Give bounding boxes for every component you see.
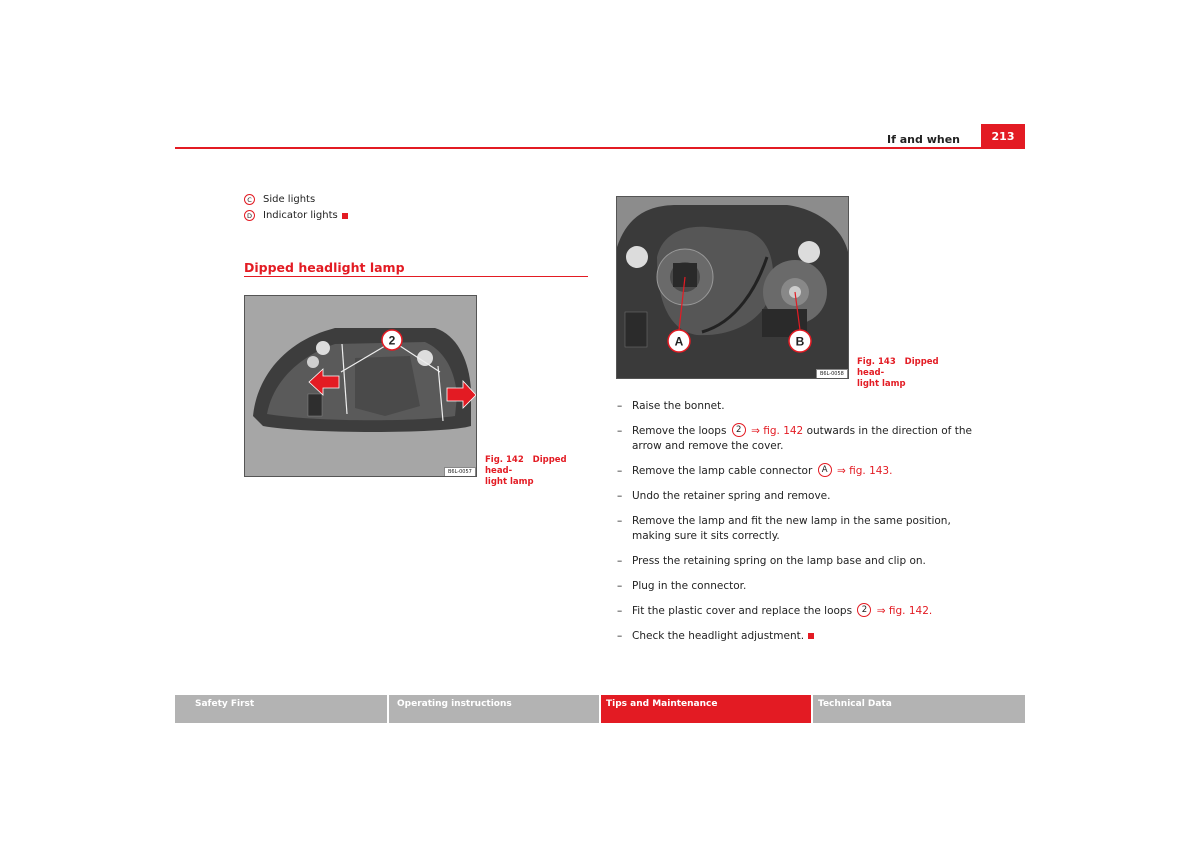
fig143-callout-a: A	[674, 334, 684, 349]
step-text-post: .	[928, 605, 933, 617]
fig143-callout-b: B	[795, 334, 805, 349]
step-text-pre: Remove the loops	[632, 425, 727, 437]
footer-tab-tips-and-maintenance[interactable]: Tips and Maintenance	[601, 695, 811, 723]
step-text: Raise the bonnet.	[632, 400, 725, 412]
callout-badge-2: 2	[732, 423, 746, 437]
step-text-post: .	[889, 465, 893, 477]
legend-item-side-lights	[244, 194, 315, 205]
step-dash: –	[617, 400, 623, 412]
legend-badge-d: D	[244, 210, 255, 221]
step-text: Press the retaining spring on the lamp base and clip on.	[632, 555, 926, 567]
step-text: Remove the lamp and fit the new lamp in the same position, making sure it sits correctly.	[632, 515, 951, 542]
legend-item-indicator-lights	[244, 210, 348, 221]
step-text: Plug in the connector.	[632, 580, 747, 592]
figure-reference-link[interactable]: ⇒ fig. 143	[836, 465, 890, 477]
figure-code: B6L-0057	[444, 467, 476, 477]
legend-badge-c: C	[244, 194, 255, 205]
step-dash: –	[617, 555, 623, 567]
caption-text-1: Dipped head-	[485, 455, 567, 476]
footer-tab-technical-data[interactable]: Technical Data	[813, 695, 1025, 723]
caption-text-1: Dipped head-	[857, 357, 939, 378]
figure-code: B6L-0058	[816, 369, 848, 379]
step-text-pre: Fit the plastic cover and replace the loops	[632, 605, 853, 617]
step-text	[632, 424, 977, 454]
footer-tab-operating-instructions[interactable]: Operating instructions	[389, 695, 599, 723]
step-text	[632, 629, 977, 644]
legend-label: Indicator lights	[263, 210, 338, 221]
step-dash: –	[617, 425, 623, 437]
figure-reference-link[interactable]: ⇒ fig. 142	[876, 605, 929, 617]
section-end-mark	[342, 213, 348, 219]
figure-143-caption	[857, 357, 957, 390]
step-text	[632, 464, 977, 479]
header-rule	[175, 147, 1025, 149]
callout-badge-a: A	[818, 463, 832, 477]
callout-badge-2: 2	[857, 603, 871, 617]
heading-rule	[244, 276, 588, 277]
caption-text-2: light lamp	[857, 379, 906, 389]
step-dash: –	[617, 605, 623, 617]
step-text: Undo the retainer spring and remove.	[632, 490, 831, 502]
step-dash: –	[617, 465, 623, 477]
fig142-callout-2: 2	[388, 333, 396, 348]
step-dash: –	[617, 515, 623, 527]
figure-142-illustration	[244, 295, 477, 477]
step-dash: –	[617, 580, 623, 592]
section-heading: Dipped headlight lamp	[244, 260, 405, 275]
caption-number: Fig. 143	[857, 357, 896, 367]
running-header-section: If and when	[887, 133, 960, 146]
figure-142-caption	[485, 455, 585, 488]
legend-label: Side lights	[263, 194, 316, 205]
step-text-main: Check the headlight adjustment.	[632, 630, 805, 642]
figure-reference-link[interactable]: ⇒ fig. 142	[751, 425, 804, 437]
step-dash: –	[617, 490, 623, 502]
section-end-mark	[808, 633, 814, 639]
step-text-post: outwards in the direction of the arrow and remove the cover.	[632, 425, 972, 452]
footer-tab-safety-first[interactable]: Safety First	[175, 695, 387, 723]
caption-text-2: light lamp	[485, 477, 534, 487]
step-text-pre: Remove the lamp cable connector	[632, 465, 813, 477]
caption-number: Fig. 142	[485, 455, 524, 465]
step-text	[632, 604, 977, 619]
figure-143-illustration	[616, 196, 849, 379]
step-dash: –	[617, 630, 623, 642]
page-number: 213	[981, 124, 1025, 148]
